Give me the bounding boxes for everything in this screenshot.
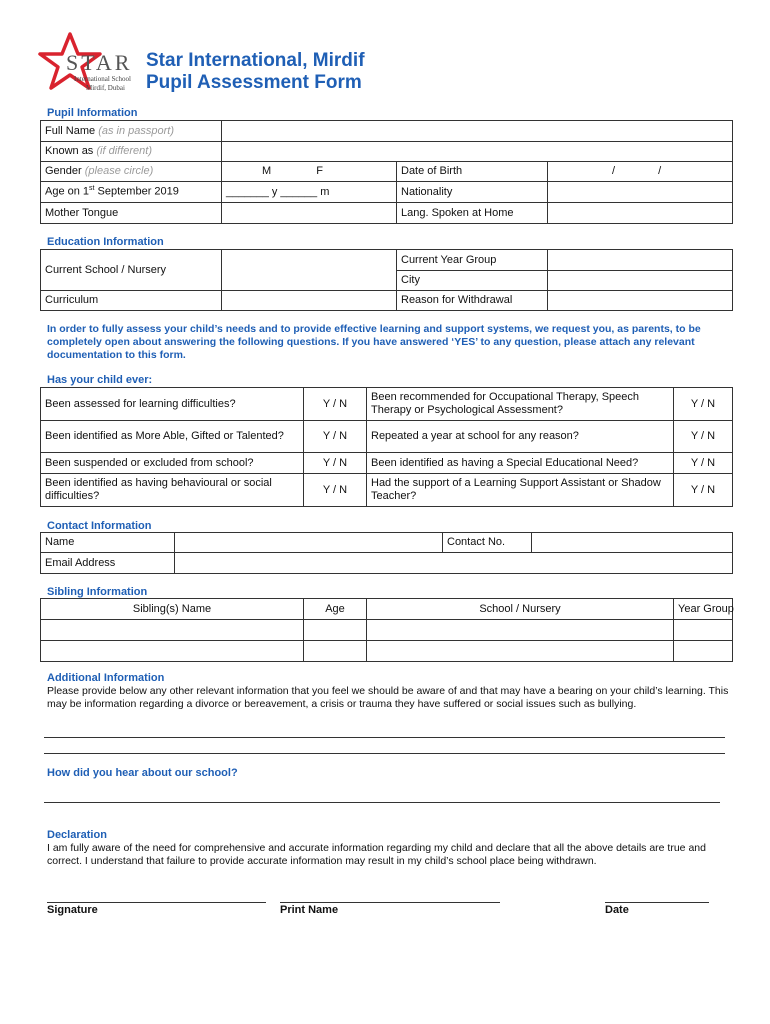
gender-f[interactable]: F [316,165,323,178]
contact-name-field[interactable] [175,533,443,553]
print-name-label: Print Name [280,904,339,916]
nationality-label: Nationality [397,182,548,203]
sibling-school-field[interactable] [367,620,674,641]
signature-label: Signature [47,904,98,916]
sibling-age-field[interactable] [304,620,367,641]
sibling-name-field[interactable] [41,620,304,641]
notice-text: In order to fully assess your child’s needs and to provide effective learning and support systems, we request you, as parents, to be completely open about answering the following questions. If you have answered ‘YES’ to any question, please attach any relevant documentation to this form. [47,323,701,361]
yes-no-option[interactable]: Y / N [304,453,367,474]
print-name-line[interactable] [280,902,500,903]
yes-no-option[interactable]: Y / N [304,474,367,507]
sibling-table [40,598,733,662]
sibling-name-field[interactable] [41,641,304,662]
contact-table [40,532,733,574]
known-as-field[interactable] [222,142,733,162]
yes-no-option[interactable]: Y / N [674,421,733,453]
gender-field[interactable] [222,162,397,182]
additional-heading: Additional Information [47,672,165,684]
question-cell: Repeated a year at school for any reason? [367,421,674,453]
withdrawal-reason-label: Reason for Withdrawal [397,291,548,311]
yes-no-option[interactable]: Y / N [304,421,367,453]
hear-heading: How did you hear about our school? [47,767,238,779]
logo-subtitle-2: Mirdif, Dubai [86,84,125,92]
question-cell: Had the support of a Learning Support Assistant or Shadow Teacher? [367,474,674,507]
contact-number-label: Contact No. [443,533,532,553]
contact-name-label: Name [41,533,175,553]
contact-number-field[interactable] [532,533,733,553]
page-subtitle: Pupil Assessment Form [146,72,362,93]
nationality-field[interactable] [548,182,733,203]
gender-m[interactable]: M [262,165,272,178]
has-child-table [40,387,733,507]
school-logo [34,30,144,100]
home-language-label: Lang. Spoken at Home [397,203,548,224]
home-language-field[interactable] [548,203,733,224]
email-label: Email Address [41,553,175,574]
yes-no-option[interactable]: Y / N [674,453,733,474]
sibling-year-field[interactable] [674,620,733,641]
question-cell: Been recommended for Occupational Therapy, Speech Therapy or Psychological Assessment? [367,388,674,421]
declaration-text: I am fully aware of the need for comprehensive and accurate information regarding my child and declare that all the above details are true and correct. I understand that failure to provide accurate information may result in my child’s school place being withdrawn. [47,842,706,867]
additional-text: Please provide below any other relevant information that you feel we should be aware of and that may have a bearing on your child’s learning. This may be information regarding a divorce or bereavement, a crisis or trauma they have suffered or social issues such as bullying. [47,685,729,710]
current-school-label: Current School / Nursery [41,250,222,291]
education-table [40,249,733,311]
contact-heading: Contact Information [47,520,152,532]
declaration-heading: Declaration [47,829,107,841]
logo-wordmark: STAR [66,50,133,75]
hear-answer-line[interactable] [44,802,720,803]
mother-tongue-field[interactable] [222,203,397,224]
signature-line[interactable] [47,902,266,903]
additional-line-1[interactable] [44,737,725,738]
dob-label: Date of Birth [397,162,548,182]
mother-tongue-label: Mother Tongue [41,203,222,224]
curriculum-label: Curriculum [41,291,222,311]
pupil-info-heading: Pupil Information [47,107,138,119]
question-cell: Been identified as More Able, Gifted or Talented? [41,421,304,453]
dob-field[interactable]: / / [548,162,733,182]
date-label: Date [605,904,629,916]
city-field[interactable] [548,271,733,291]
full-name-field[interactable] [222,121,733,142]
page-title: Star International, Mirdif [146,50,365,71]
yes-no-option[interactable]: Y / N [304,388,367,421]
additional-line-2[interactable] [44,753,725,754]
sibling-age-header: Age [304,599,367,620]
question-cell: Been suspended or excluded from school? [41,453,304,474]
age-label: Age on 1st September 2019 [41,182,222,203]
question-cell: Been assessed for learning difficulties? [41,388,304,421]
education-heading: Education Information [47,236,164,248]
sibling-age-field[interactable] [304,641,367,662]
withdrawal-reason-field[interactable] [548,291,733,311]
question-cell: Been identified as having a Special Educational Need? [367,453,674,474]
full-name-label: Full Name (as in passport) [41,121,222,142]
sibling-name-header: Sibling(s) Name [41,599,304,620]
current-school-field[interactable] [222,250,397,291]
gender-label: Gender (please circle) [41,162,222,182]
email-field[interactable] [175,553,733,574]
sibling-year-header: Year Group [674,599,733,620]
has-child-heading: Has your child ever: [47,374,153,386]
yes-no-option[interactable]: Y / N [674,388,733,421]
city-label: City [397,271,548,291]
question-cell: Been identified as having behavioural or social difficulties? [41,474,304,507]
date-line[interactable] [605,902,709,903]
pupil-info-table [40,120,733,224]
curriculum-field[interactable] [222,291,397,311]
year-group-field[interactable] [548,250,733,271]
sibling-school-field[interactable] [367,641,674,662]
known-as-label: Known as (if different) [41,142,222,162]
sibling-heading: Sibling Information [47,586,148,598]
yes-no-option[interactable]: Y / N [674,474,733,507]
year-group-label: Current Year Group [397,250,548,271]
age-field[interactable]: _______ y ______ m [222,182,397,203]
sibling-year-field[interactable] [674,641,733,662]
logo-subtitle-1: International School [74,75,131,83]
sibling-school-header: School / Nursery [367,599,674,620]
